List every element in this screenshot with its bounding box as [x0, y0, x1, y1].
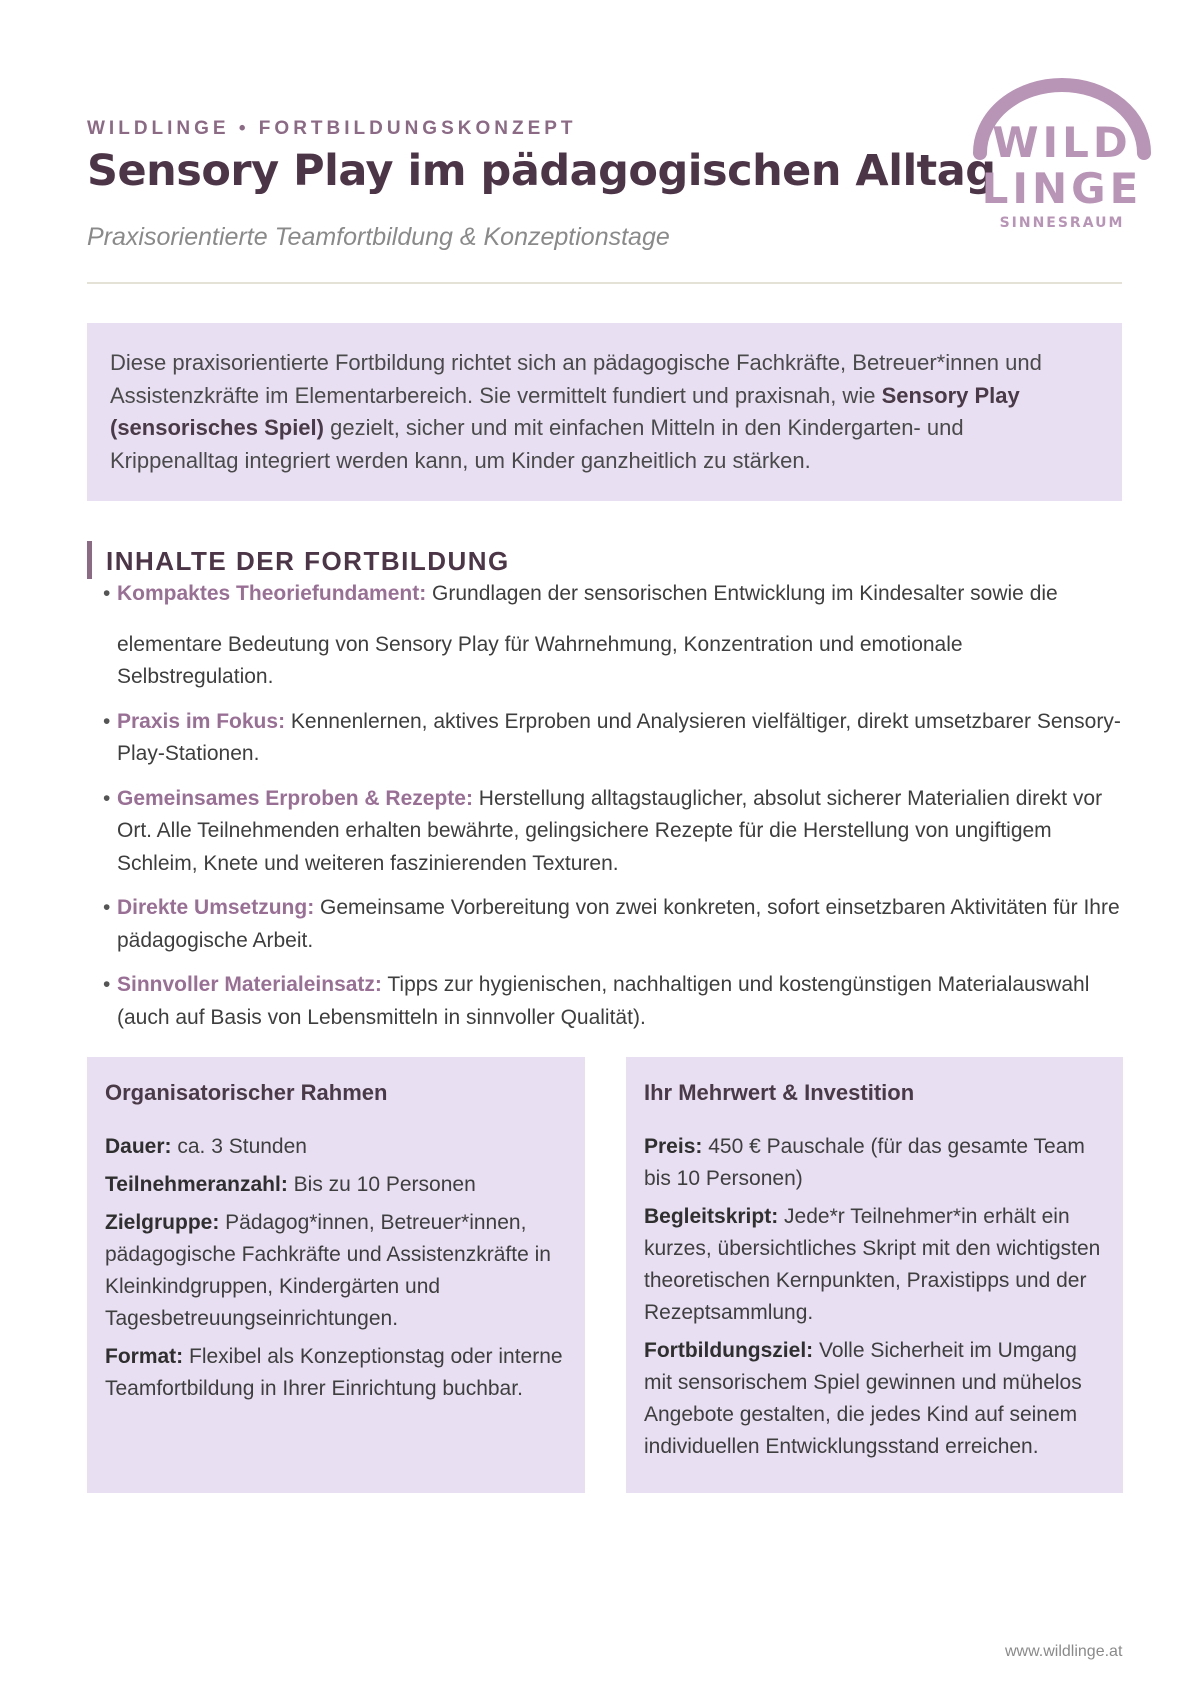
info-value: Pädagog*innen, Betreuer*innen, pädagogische Fachkräfte und Assistenzkräfte in Kleinkindgruppen, Kindergärten und Tagesbetreuungseinrichtungen. [105, 1211, 551, 1330]
organisation-card [87, 1057, 585, 1493]
info-key: Fortbildungsziel: [644, 1339, 814, 1362]
list-item-title: Gemeinsames Erproben & Rezepte: [117, 786, 473, 810]
info-key: Format: [105, 1345, 184, 1368]
value-card [626, 1057, 1123, 1493]
contents-list [103, 578, 1123, 1046]
info-row-script [644, 1201, 1101, 1329]
intro-text-emphasis: Sensory Play (sensorisches Spiel) [110, 382, 1020, 440]
info-value: Flexibel als Konzeptionstag oder interne Teamfortbildung in Ihrer Einrichtung buchbar. [105, 1345, 563, 1400]
wildlinge-logo [962, 78, 1162, 238]
logo-wordmark-line2: LINGE [981, 164, 1143, 213]
list-item-text: Tipps zur hygienischen, nachhaltigen und kostengünstigen Materialauswahl (auch auf Basis von Lebensmitteln in sinnvoller Qualität). [117, 973, 1090, 1029]
intro-box [87, 323, 1122, 501]
list-item-first-line [117, 578, 1123, 611]
info-key: Zielgruppe: [105, 1211, 220, 1234]
intro-text-start: Diese praxisorientierte Fortbildung richtet sich an pädagogische Fachkräfte, Betreuer*innen und Assistenzkräfte im Elementarbereich. Sie vermittelt fundiert und praxisnah, wie [110, 350, 1042, 408]
logo-tagline: SINNESRAUM [999, 215, 1125, 231]
list-item-text: elementare Bedeutung von Sensory Play für Wahrnehmung, Konzentration und emotionale Selbstregulation. [117, 632, 963, 688]
info-row-price [644, 1131, 1101, 1195]
list-item-text: Gemeinsame Vorbereitung von zwei konkreten, sofort einsetzbaren Aktivitäten für Ihre pädagogische Arbeit. [117, 896, 1120, 952]
list-item-title: Praxis im Fokus: [117, 709, 286, 733]
contents-heading: INHALTE DER FORTBILDUNG [87, 541, 510, 579]
list-item [103, 969, 1123, 1034]
info-key: Teilnehmeranzahl: [105, 1173, 288, 1196]
list-item-text: Kennenlernen, aktives Erproben und Analysieren vielfältiger, direkt umsetzbarer Sensory-Play-Stationen. [117, 709, 1121, 765]
header-divider [87, 282, 1122, 284]
info-value: 450 € Pauschale (für das gesamte Team bis 10 Personen) [644, 1135, 1085, 1190]
list-item-title: Kompaktes Theoriefundament: [117, 582, 427, 605]
info-row-goal [644, 1335, 1101, 1463]
list-item-text: Herstellung alltagstauglicher, absolut sicherer Materialien direkt vor Ort. Alle Teilnehmenden erhalten bewährte, gelingsichere Rezepte für die Herstellung von ungiftigem Schleim, Knete und weiteren faszinierenden Texturen. [117, 786, 1103, 875]
info-row-audience [105, 1207, 563, 1335]
info-value: ca. 3 Stunden [171, 1135, 307, 1158]
info-value: Volle Sicherheit im Umgang mit sensorischem Spiel gewinnen und mühelos Angebote gestalten, die jedes Kind auf seinem individuellen Entwicklungsstand erreichen. [644, 1339, 1082, 1458]
info-value: Bis zu 10 Personen [287, 1173, 476, 1196]
list-item [103, 706, 1123, 771]
list-item [103, 578, 1123, 694]
info-key: Preis: [644, 1135, 703, 1158]
intro-text-end: gezielt, sicher und mit einfachen Mitteln in den Kindergarten- und Krippenalltag integriert werden kann, um Kinder ganzheitlich zu stärken. [110, 415, 964, 473]
website-link[interactable]: www.wildlinge.at [1005, 1643, 1123, 1660]
page-subtitle: Praxisorientierte Teamfortbildung & Konzeptionstage [87, 223, 670, 251]
list-item-title: Direkte Umsetzung: [117, 896, 315, 919]
info-value: Jede*r Teilnehmer*in erhält ein kurzes, übersichtliches Skript mit den wichtigsten theoretischen Kernpunkten, Praxistipps und der Rezeptsammlung. [644, 1205, 1101, 1324]
info-row-duration [105, 1131, 563, 1163]
organisation-heading: Organisatorischer Rahmen [105, 1080, 388, 1105]
list-item [103, 783, 1123, 881]
list-item-text: Grundlagen der sensorischen Entwicklung im Kindesalter sowie die [426, 582, 1058, 605]
info-row-format [105, 1341, 563, 1405]
value-heading: Ihr Mehrwert & Investition [644, 1080, 915, 1105]
list-item [103, 892, 1123, 957]
eyebrow-label: WILDLINGE • FORTBILDUNGSKONZEPT [87, 118, 577, 139]
info-key: Begleitskript: [644, 1205, 779, 1228]
logo-wordmark-line1: WILD [992, 118, 1132, 167]
info-row-participants [105, 1169, 563, 1201]
page-title: Sensory Play im pädagogischen Alltag [87, 146, 996, 196]
list-item-title: Sinnvoller Materialeinsatz: [117, 973, 382, 996]
info-key: Dauer: [105, 1135, 172, 1158]
